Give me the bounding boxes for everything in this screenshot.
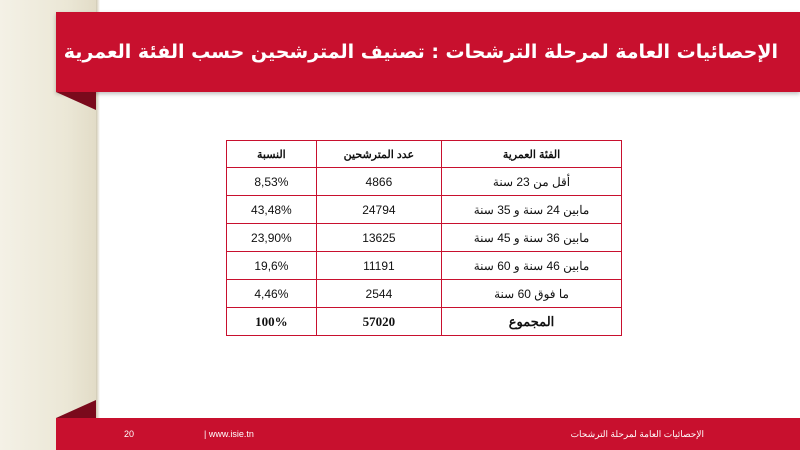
- row-count: 13625: [316, 224, 441, 252]
- table-total-row: [227, 308, 622, 336]
- table-row: [227, 280, 622, 308]
- row-count: 11191: [316, 252, 441, 280]
- title-banner-fold: [56, 92, 96, 110]
- footer-banner: [56, 418, 800, 450]
- header-count: عدد المترشحين: [316, 141, 441, 168]
- row-category: مابين 24 سنة و 35 سنة: [442, 196, 622, 224]
- row-count: 4866: [316, 168, 441, 196]
- total-count: 57020: [316, 308, 441, 336]
- website-link[interactable]: | www.isie.tn: [204, 429, 254, 439]
- footer-caption: الإحصائيات العامة لمرحلة الترشحات: [570, 429, 704, 439]
- table-row: [227, 168, 622, 196]
- table-row: [227, 196, 622, 224]
- age-category-table: [226, 140, 622, 336]
- total-label: المجموع: [442, 308, 622, 336]
- row-category: مابين 46 سنة و 60 سنة: [442, 252, 622, 280]
- row-percent: 23,90%: [227, 224, 317, 252]
- table-header-row: [227, 141, 622, 168]
- total-percent: 100%: [227, 308, 317, 336]
- row-count: 24794: [316, 196, 441, 224]
- table-row: [227, 252, 622, 280]
- footer-banner-fold: [56, 400, 96, 418]
- title-banner: [56, 12, 800, 92]
- page-number: 20: [124, 429, 135, 439]
- row-category: ما فوق 60 سنة: [442, 280, 622, 308]
- row-category: أقل من 23 سنة: [442, 168, 622, 196]
- row-percent: 8,53%: [227, 168, 317, 196]
- header-percent: النسبة: [227, 141, 317, 168]
- row-percent: 43,48%: [227, 196, 317, 224]
- slide-title: الإحصائيات العامة لمرحلة الترشحات : تصنيف المترشحين حسب الفئة العمرية: [63, 41, 778, 63]
- header-category: الفئة العمرية: [442, 141, 622, 168]
- row-percent: 19,6%: [227, 252, 317, 280]
- table-row: [227, 224, 622, 252]
- row-percent: 4,46%: [227, 280, 317, 308]
- row-category: مابين 36 سنة و 45 سنة: [442, 224, 622, 252]
- row-count: 2544: [316, 280, 441, 308]
